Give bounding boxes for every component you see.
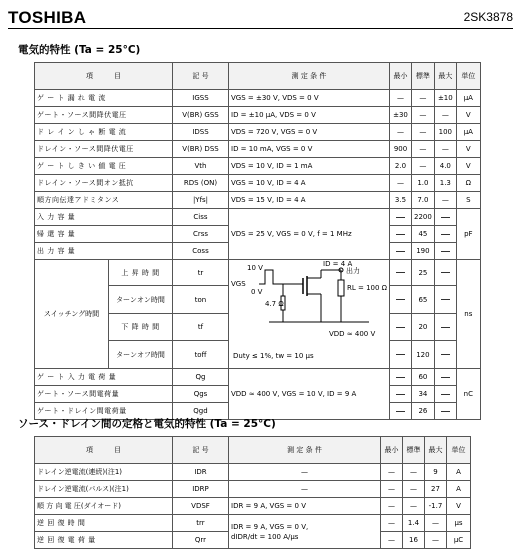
max: [434, 386, 456, 403]
min: —: [381, 481, 403, 498]
symbol: Coss: [173, 243, 229, 260]
max: [434, 286, 456, 314]
item: ターンオフ時間: [109, 341, 173, 369]
dash: [396, 394, 405, 395]
condition: VGS = ±30 V, VDS = 0 V: [229, 90, 390, 107]
dash: [441, 217, 450, 218]
symbol: IGSS: [173, 90, 229, 107]
max: —: [425, 515, 447, 532]
min: —: [390, 175, 412, 192]
max: 9: [425, 464, 447, 481]
col-symbol: 記 号: [173, 437, 229, 464]
typ: —: [403, 481, 425, 498]
min: —: [381, 498, 403, 515]
table-row: [35, 369, 481, 386]
col-min: 最小: [381, 437, 403, 464]
max: [434, 369, 456, 386]
col-max: 最大: [425, 437, 447, 464]
unit: A: [447, 481, 471, 498]
min: ±30: [390, 107, 412, 124]
max: [434, 209, 456, 226]
circuit-diagram: [229, 260, 389, 368]
unit: ns: [456, 260, 480, 369]
symbol: Ciss: [173, 209, 229, 226]
unit: Ω: [456, 175, 480, 192]
max: —: [434, 141, 456, 158]
unit: μs: [447, 515, 471, 532]
typ: 1.4: [403, 515, 425, 532]
table-header-row: [35, 63, 481, 90]
min: 3.5: [390, 192, 412, 209]
vdd-label: VDD ≈ 400 V: [329, 330, 376, 338]
symbol: Crss: [173, 226, 229, 243]
max: 27: [425, 481, 447, 498]
dash: [441, 272, 450, 273]
unit: pF: [456, 209, 480, 260]
table-row: [35, 481, 471, 498]
symbol: ton: [173, 286, 229, 314]
condition: [229, 515, 381, 549]
duty-label: Duty ≤ 1%, tw = 10 μs: [233, 352, 314, 360]
v10-label: 10 V: [247, 264, 263, 272]
max: -1.7: [425, 498, 447, 515]
min: [390, 313, 412, 341]
max: 4.0: [434, 158, 456, 175]
typ: 20: [412, 313, 435, 341]
unit: V: [456, 141, 480, 158]
table-header-row: [35, 437, 471, 464]
condition: VDS = 720 V, VGS = 0 V: [229, 124, 390, 141]
electrical-characteristics-table: [34, 62, 481, 420]
item: ドレイン逆電流(パルス)(注1): [35, 481, 173, 498]
dash: [396, 299, 405, 300]
item: ゲ ー ト し き い 値 電 圧: [35, 158, 173, 175]
col-item: 項 目: [35, 437, 173, 464]
unit: μA: [456, 124, 480, 141]
document-header: [8, 8, 513, 28]
symbol: Qg: [173, 369, 229, 386]
output-label: 出力: [346, 267, 360, 275]
min: —: [390, 124, 412, 141]
symbol: tf: [173, 313, 229, 341]
min: [390, 260, 412, 286]
item: ゲート・ドレイン間電荷量: [35, 403, 173, 420]
symbol: trr: [173, 515, 229, 532]
symbol: V(BR) GSS: [173, 107, 229, 124]
part-number: 2SK3878: [463, 10, 513, 24]
condition: VDS = 25 V, VGS = 0 V, f = 1 MHz: [229, 209, 390, 260]
symbol: RDS (ON): [173, 175, 229, 192]
source-drain-table: [34, 436, 471, 549]
min: —: [381, 464, 403, 481]
col-max: 最大: [434, 63, 456, 90]
typ: 190: [412, 243, 435, 260]
typ: 120: [412, 341, 435, 369]
condition: VDS = 15 V, ID = 4 A: [229, 192, 390, 209]
min: 900: [390, 141, 412, 158]
typ: 26: [412, 403, 435, 420]
table-row: [35, 260, 481, 286]
min: [390, 403, 412, 420]
symbol: |Yfs|: [173, 192, 229, 209]
condition: IDR = 9 A, VGS = 0 V: [229, 498, 381, 515]
item: ドレイン・ソース間オン抵抗: [35, 175, 173, 192]
dash: [441, 251, 450, 252]
condition: ID = 10 mA, VGS = 0 V: [229, 141, 390, 158]
table-row: [35, 175, 481, 192]
max: ±10: [434, 90, 456, 107]
col-condition: 測 定 条 件: [229, 63, 390, 90]
col-unit: 単位: [447, 437, 471, 464]
item: 入 力 容 量: [35, 209, 173, 226]
col-min: 最小: [390, 63, 412, 90]
typ: —: [403, 498, 425, 515]
rr-condition-1: IDR = 9 A, VGS = 0 V,: [231, 522, 309, 531]
col-item: 項 目: [35, 63, 173, 90]
col-unit: 単位: [456, 63, 480, 90]
table-row: [35, 515, 471, 532]
max: [434, 243, 456, 260]
unit: V: [456, 107, 480, 124]
section2-title: ソース・ドレイン間の定格と電気的特性 (Ta = 25°C): [18, 418, 276, 430]
table-row: [35, 90, 481, 107]
col-condition: 測 定 条 件: [229, 437, 381, 464]
typ: 45: [412, 226, 435, 243]
typ: 2200: [412, 209, 435, 226]
min: [390, 386, 412, 403]
dash: [396, 251, 405, 252]
symbol: Qrr: [173, 532, 229, 549]
table-row: [35, 498, 471, 515]
max: —: [434, 192, 456, 209]
condition: —: [229, 481, 381, 498]
max: [434, 403, 456, 420]
max: [434, 260, 456, 286]
dash: [441, 377, 450, 378]
typ: 25: [412, 260, 435, 286]
dash: [396, 272, 405, 273]
min: —: [390, 90, 412, 107]
symbol: IDSS: [173, 124, 229, 141]
typ: 7.0: [412, 192, 435, 209]
unit: V: [447, 498, 471, 515]
dash: [441, 354, 450, 355]
min: [390, 369, 412, 386]
symbol: Qgd: [173, 403, 229, 420]
r-label: 4.7 Ω: [265, 300, 284, 308]
switching-test-circuit: [229, 260, 390, 369]
condition: VDS = 10 V, ID = 1 mA: [229, 158, 390, 175]
condition: VGS = 10 V, ID = 4 A: [229, 175, 390, 192]
min: [390, 226, 412, 243]
unit: nC: [456, 369, 480, 420]
brand-logo: TOSHIBA: [8, 8, 87, 27]
item: ドレイン・ソース間降伏電圧: [35, 141, 173, 158]
symbol: IDR: [173, 464, 229, 481]
symbol: IDRP: [173, 481, 229, 498]
table-row: [35, 464, 471, 481]
min: [390, 341, 412, 369]
max: [434, 313, 456, 341]
dash: [396, 377, 405, 378]
table-row: [35, 209, 481, 226]
min: [390, 286, 412, 314]
col-typ: 標準: [412, 63, 435, 90]
dash: [441, 299, 450, 300]
table-row: [35, 158, 481, 175]
typ: —: [412, 141, 435, 158]
dash: [396, 234, 405, 235]
switching-time-label: スイッチング時間: [35, 260, 109, 369]
unit: A: [447, 464, 471, 481]
item: 出 力 容 量: [35, 243, 173, 260]
item: ド レ イ ン し ゃ 断 電 流: [35, 124, 173, 141]
item: 逆 回 復 電 荷 量: [35, 532, 173, 549]
min: [390, 243, 412, 260]
col-symbol: 記 号: [173, 63, 229, 90]
dash: [396, 327, 405, 328]
rl-label: RL = 100 Ω: [347, 284, 388, 292]
min: 2.0: [390, 158, 412, 175]
max: —: [425, 532, 447, 549]
dash: [396, 354, 405, 355]
item: ドレイン逆電流(連続)(注1): [35, 464, 173, 481]
header-rule: [8, 28, 513, 29]
typ: —: [412, 158, 435, 175]
dash: [396, 411, 405, 412]
typ: 1.0: [412, 175, 435, 192]
unit: S: [456, 192, 480, 209]
item: 下 降 時 間: [109, 313, 173, 341]
min: [390, 209, 412, 226]
section1-title: 電気的特性 (Ta = 25°C): [18, 44, 141, 56]
table-row: [35, 107, 481, 124]
typ: 65: [412, 286, 435, 314]
item: 順 方 向 電 圧(ダイオード): [35, 498, 173, 515]
symbol: tr: [173, 260, 229, 286]
item: 順方向伝達アドミタンス: [35, 192, 173, 209]
symbol: V(BR) DSS: [173, 141, 229, 158]
symbol: VDSF: [173, 498, 229, 515]
rr-condition-2: dIDR/dt = 100 A/μs: [231, 532, 299, 541]
dash: [441, 327, 450, 328]
dash: [441, 394, 450, 395]
typ: 60: [412, 369, 435, 386]
symbol: Vth: [173, 158, 229, 175]
min: —: [381, 515, 403, 532]
min: —: [381, 532, 403, 549]
dash: [441, 234, 450, 235]
max: [434, 341, 456, 369]
dash: [441, 411, 450, 412]
max: 1.3: [434, 175, 456, 192]
dash: [396, 217, 405, 218]
typ: —: [403, 464, 425, 481]
item: ゲ ー ト 入 力 電 荷 量: [35, 369, 173, 386]
max: [434, 226, 456, 243]
unit: V: [456, 158, 480, 175]
unit: μA: [456, 90, 480, 107]
typ: —: [412, 124, 435, 141]
symbol: toff: [173, 341, 229, 369]
typ: —: [412, 90, 435, 107]
typ: 34: [412, 386, 435, 403]
id-label: ID = 4 A: [323, 260, 353, 268]
item: 上 昇 時 間: [109, 260, 173, 286]
table-row: [35, 192, 481, 209]
v0-label: 0 V: [251, 288, 263, 296]
vgs-label: VGS: [231, 280, 246, 288]
item: ターンオン時間: [109, 286, 173, 314]
item: 帰 還 容 量: [35, 226, 173, 243]
table-row: [35, 124, 481, 141]
typ: —: [412, 107, 435, 124]
item: 逆 回 復 時 間: [35, 515, 173, 532]
item: ゲ ー ト 漏 れ 電 流: [35, 90, 173, 107]
max: 100: [434, 124, 456, 141]
symbol: Qgs: [173, 386, 229, 403]
max: —: [434, 107, 456, 124]
condition: ID = ±10 μA, VDS = 0 V: [229, 107, 390, 124]
item: ゲート・ソース間降伏電圧: [35, 107, 173, 124]
item: ゲート・ソース間電荷量: [35, 386, 173, 403]
typ: 16: [403, 532, 425, 549]
unit: μC: [447, 532, 471, 549]
condition: —: [229, 464, 381, 481]
condition: VDD ≈ 400 V, VGS = 10 V, ID = 9 A: [229, 369, 390, 420]
table-row: [35, 141, 481, 158]
col-typ: 標準: [403, 437, 425, 464]
